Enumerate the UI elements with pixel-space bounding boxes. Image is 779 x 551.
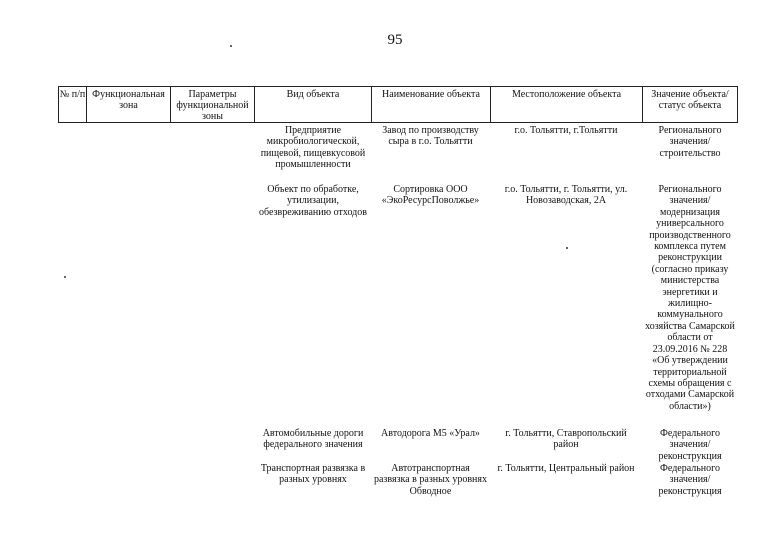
- table-cell-location: г.о. Тольятти, г.Тольятти: [514, 125, 618, 136]
- table-cell-type: Автомобильные дороги федерального значения: [262, 428, 364, 451]
- table-cell-status: Регионального значения/ строительство: [658, 125, 722, 159]
- header-object-status: Значение объекта/статус объекта: [642, 87, 738, 122]
- header-object-location: Местоположение объекта: [490, 87, 642, 122]
- scan-speck: [566, 247, 568, 249]
- header-zone-parameters: Параметры функциональной зоны: [170, 87, 254, 122]
- table-cell-location: г. Тольятти, Центральный район: [497, 463, 635, 474]
- table-cell-name: Автодорога М5 «Урал»: [381, 428, 480, 439]
- table-cell-type: Предприятие микробиологической, пищевой, пищевкусовой промышленности: [260, 125, 366, 171]
- table-cell-type: Объект по обработке, утилизации, обезвреживанию отходов: [259, 184, 367, 218]
- table-cell-name: Сортировка ООО «ЭкоРесурсПоволжье»: [381, 184, 480, 207]
- scan-speck: [230, 45, 232, 47]
- table-cell-type: Транспортная развязка в разных уровнях: [260, 463, 366, 486]
- scan-speck: [64, 276, 66, 278]
- table-cell-status: Федерального значения/ реконструкция: [658, 428, 722, 462]
- table-cell-location: г.о. Тольятти, г. Тольятти, ул. Новозаводская, 2А: [504, 184, 628, 207]
- header-functional-zone: Функциональная зона: [86, 87, 170, 122]
- header-object-name: Наименование объекта: [371, 87, 490, 122]
- table-cell-location: г. Тольятти, Ставропольский район: [505, 428, 627, 451]
- table-cell-name: Автотранспортная развязка в разных уровнях Обводное: [373, 463, 488, 497]
- table-cell-status: Регионального значения/ модернизация универсального производственного комплекса путем реконструкции (согласно приказу министерства энергетики и жилищно-коммунального хозяйства Самарской области от 23.09.2016 № 228 «Об утверждении территориальной схемы обращения с отходами Самарской области»): [645, 184, 735, 412]
- table-cell-name: Завод по производству сыра в г.о. Тольятти: [382, 125, 479, 148]
- header-number: № п/п: [58, 87, 86, 122]
- table-header: [58, 86, 738, 123]
- table-cell-status: Федерального значения/ реконструкция: [658, 463, 722, 497]
- header-object-type: Вид объекта: [254, 87, 371, 122]
- page-number: 95: [387, 32, 403, 48]
